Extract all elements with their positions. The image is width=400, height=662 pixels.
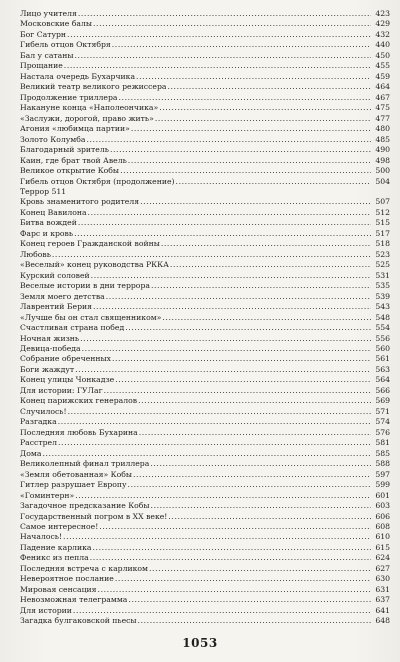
toc-entry-title: «Заслужи, дорогой, право жить» [20,113,154,123]
toc-entry [20,417,390,427]
toc-entry-title: Девица-победа [20,344,81,353]
dot-leader [140,197,371,207]
toc-entry-page: 627 [375,563,390,573]
dot-leader [67,30,371,40]
toc-entry-title: Великолепный финал триллера [20,459,150,469]
toc-entry [20,354,390,364]
toc-entry-title: Ночная жизнь [20,333,80,343]
toc-entry-page: 556 [375,333,390,343]
toc-entry-title: Настала очередь Бухарчика [20,71,136,81]
toc-entry-page: 459 [375,71,390,81]
toc-entry-title: Конец улицы Чонкадзе [20,375,115,385]
toc-entry [20,553,390,563]
toc-entry-page: 440 [375,40,390,50]
dot-leader [136,72,371,82]
dot-leader [112,354,371,364]
toc-entry [20,177,390,187]
toc-entry-page: 641 [375,605,390,615]
dot-leader [128,595,371,605]
toc-entry-title: Бог Сатурн [20,29,67,39]
toc-entry [20,72,390,82]
toc-entry [20,323,390,333]
toc-entry [20,135,390,145]
toc-entry-title: Веселые истории в дни террора [20,281,150,291]
toc-entry [20,396,390,406]
toc-entry-title: Для истории: ГУЛаг [20,385,103,395]
dot-leader [86,135,371,145]
toc-entry-page: 648 [375,616,390,626]
dot-leader [155,114,371,124]
toc-entry-title: Счастливая страна побед [20,323,125,333]
toc-entry-page: 599 [375,480,390,490]
toc-entry-title: Агония «любимца партии» [20,124,130,134]
toc-entry-title: Кровь знаменитого родителя [20,197,140,207]
toc-entry-page: 585 [375,448,390,458]
toc-entry-page: 615 [375,542,390,552]
dot-leader [138,616,371,626]
toc-entry [20,595,390,605]
dot-leader [168,512,371,522]
toc-entry [20,313,390,323]
toc-entry-title: Любовь [20,249,51,259]
toc-entry [20,334,390,344]
toc-entry-title: Конец героев Гражданской войны [20,239,160,249]
toc-entry [20,292,390,302]
dot-leader [128,156,371,166]
toc-entry-page: 603 [375,501,390,511]
toc-entry [20,250,390,260]
toc-entry-title: «Земля обетованная» Кобы [20,469,132,479]
toc-entry-page: 525 [375,260,390,270]
dot-leader [167,82,371,92]
dot-leader [75,51,372,61]
toc-entry-title: Благодарный зритель [20,145,109,155]
toc-entry-page: 517 [375,228,390,238]
toc-entry-title: Боги жаждут [20,364,75,374]
toc-entry [20,281,390,291]
dot-leader [133,470,371,480]
toc-entry [20,19,390,29]
toc-entry [20,114,390,124]
toc-entry [20,302,390,312]
toc-entry-page: 631 [375,584,390,594]
toc-entry [20,375,390,385]
toc-entry-page: 498 [375,155,390,165]
dot-leader [58,438,371,448]
dot-leader [91,271,371,281]
table-of-contents [20,9,390,627]
toc-entry-page: 504 [375,176,390,186]
dot-leader [161,239,371,249]
toc-entry-title: Загадочное предсказание Кобы [20,501,150,511]
toc-entry-title: Продолжение триллера [20,92,118,102]
toc-entry [20,229,390,239]
dot-leader [99,522,371,532]
toc-entry-page: 569 [375,396,390,406]
toc-entry-page: 500 [375,166,390,176]
toc-entry-title: Гибель отцов Октября [20,40,111,50]
toc-entry [20,344,390,354]
toc-entry-page: 512 [375,207,390,217]
toc-entry [20,585,390,595]
toc-entry-title: Земля моего детства [20,291,105,301]
toc-entry [20,532,390,542]
toc-entry [20,271,390,281]
toc-entry-page: 480 [375,124,390,134]
dot-leader [88,208,371,218]
toc-entry-page: 475 [375,103,390,113]
dot-leader [75,491,371,501]
toc-entry-title: Феникс из пепла [20,553,89,563]
dot-leader [78,218,371,228]
toc-entry-title: Загадка булгаковской пьесы [20,616,137,626]
toc-entry-title: Битва вождей [20,218,77,228]
toc-entry-title: Последняя встреча с карликом [20,563,149,573]
toc-entry-page: 581 [375,438,390,448]
dot-leader [176,177,371,187]
toc-entry-page: 610 [375,532,390,542]
toc-entry-page: 490 [375,145,390,155]
toc-entry-title: Расстрел [20,438,57,448]
toc-entry [20,218,390,228]
toc-entry-page: 531 [375,270,390,280]
dot-leader [58,417,371,427]
toc-entry-page: 455 [375,61,390,71]
dot-leader [115,375,371,385]
toc-entry [20,574,390,584]
toc-entry [20,470,390,480]
toc-entry [20,491,390,501]
toc-entry-title: Лицо учителя [20,9,77,18]
toc-entry-page: 637 [375,595,390,605]
toc-entry-title: Государственный погром в XX веке! [20,511,168,521]
toc-entry-page: 561 [375,354,390,364]
toc-entry [20,438,390,448]
toc-entry-title: Московские балы [20,19,93,29]
toc-entry-title: Последняя любовь Бухарина [20,427,138,437]
toc-entry-title: Великий театр великого режиссера [20,82,167,92]
toc-entry-title: Накануне конца «Наполеончика» [20,103,159,113]
toc-entry-page: 554 [375,323,390,333]
toc-entry-page: 539 [375,291,390,301]
toc-entry-page: 608 [375,521,390,531]
toc-entry-page: 518 [375,239,390,249]
toc-entry-page: 601 [375,490,390,500]
dot-leader [131,124,371,134]
toc-entry-page: 548 [375,312,390,322]
dot-leader [64,61,371,71]
page-number: 1053 [182,636,218,650]
toc-entry [20,365,390,375]
toc-entry [20,9,390,19]
dot-leader [93,543,371,553]
toc-entry-page: 429 [375,19,390,29]
dot-leader [42,449,371,459]
dot-leader [149,564,371,574]
dot-leader [110,145,371,155]
toc-entry-page: 423 [375,9,390,18]
dot-leader [125,323,371,333]
toc-entry-page: 630 [375,574,390,584]
dot-leader [93,302,371,312]
toc-entry-title: Для истории [20,605,72,615]
toc-entry [20,156,390,166]
dot-leader [106,292,371,302]
toc-entry-title: Великое открытие Кобы [20,166,120,176]
toc-entry-page: 576 [375,427,390,437]
dot-leader [80,334,371,344]
toc-entry [20,459,390,469]
toc-entry [20,51,390,61]
toc-entry [20,124,390,134]
toc-entry-title: Курский соловей [20,270,90,280]
dot-leader [90,553,371,563]
toc-entry-title: Лаврентий Берия [20,302,92,312]
toc-entry-title: Прощание [20,61,63,71]
dot-leader [74,229,371,239]
toc-entry [20,512,390,522]
toc-entry-page: 560 [375,344,390,353]
toc-entry [20,449,390,459]
toc-entry-title: Невероятное послание [20,574,114,584]
toc-entry-title: Собрание обреченных [20,354,111,364]
dot-leader [115,574,371,584]
toc-entry [20,93,390,103]
toc-entry [20,407,390,417]
toc-entry [20,260,390,270]
toc-entry-title: Гибель отцов Октября (продолжение) [20,176,175,186]
toc-entry-page: 507 [375,197,390,207]
toc-entry-page: 597 [375,469,390,479]
dot-leader [139,428,371,438]
dot-leader [118,93,371,103]
toc-entry-title: Мировая сенсация [20,584,97,594]
toc-entry [20,30,390,40]
dot-leader [120,166,371,176]
toc-entry [20,61,390,71]
toc-entry [20,501,390,511]
toc-entry-title: Конец Вавилона [20,207,87,217]
toc-entry-title: Конец парижских генералов [20,396,138,406]
toc-entry-title: Падение карлика [20,542,92,552]
toc-entry-page: 564 [375,375,390,385]
dot-leader [78,9,371,19]
toc-entry-page: 563 [375,364,390,374]
toc-entry [20,208,390,218]
dot-leader [93,19,371,29]
toc-entry-page: 467 [375,92,390,102]
toc-entry [20,82,390,92]
dot-leader [150,459,371,469]
toc-entry-page: 523 [375,249,390,259]
toc-entry [20,166,390,176]
dot-leader [112,40,371,50]
toc-entry-page: 450 [375,50,390,60]
toc-entry-page: 432 [375,29,390,39]
toc-entry-page: 485 [375,134,390,144]
dot-leader [73,606,371,616]
toc-entry-page: 515 [375,218,390,228]
toc-entry [20,564,390,574]
toc-entry-page: 543 [375,302,390,312]
toc-entry [20,480,390,490]
toc-entry-title: Случилось! [20,406,67,416]
toc-entry-title: «Лучше бы он стал священником» [20,312,162,322]
toc-entry-page: 624 [375,553,390,563]
dot-leader [151,281,371,291]
toc-entry [20,103,390,113]
toc-entry [20,187,390,197]
toc-entry [20,145,390,155]
toc-entry-page: 574 [375,417,390,427]
dot-leader [75,365,371,375]
toc-entry [20,428,390,438]
dot-leader [104,386,371,396]
toc-entry-title: Самое интересное! [20,521,99,531]
toc-entry-title: Террор 511 [20,186,67,196]
toc-entry-title: Разгадка [20,417,57,427]
toc-entry-title: Дома [20,448,42,458]
dot-leader [68,407,371,417]
toc-entry-title: Невозможная телеграмма [20,595,128,605]
toc-entry-title: «Веселый» конец руководства РККА [20,260,169,270]
dot-leader [162,313,371,323]
toc-entry [20,606,390,616]
toc-entry-title: «Гоминтерн» [20,490,75,500]
toc-entry-page: 588 [375,459,390,469]
toc-entry-title: Каин, где брат твой Авель [20,155,127,165]
toc-entry [20,543,390,553]
dot-leader [128,480,371,490]
toc-entry-page: 477 [375,113,390,123]
toc-entry [20,239,390,249]
dot-leader [170,260,371,270]
toc-entry-title: Гитлер разрушает Европу [20,480,127,490]
dot-leader [151,501,371,511]
toc-entry-title: Фарс и кровь [20,228,74,238]
toc-entry-page: 571 [375,406,390,416]
dot-leader [52,250,371,260]
toc-entry [20,40,390,50]
toc-entry-page: 566 [375,385,390,395]
toc-entry-title: Золото Колумба [20,134,86,144]
toc-entry [20,197,390,207]
dot-leader [98,585,371,595]
toc-entry-title: Бал у сатаны [20,50,74,60]
toc-entry [20,522,390,532]
toc-entry-page: 464 [375,82,390,92]
toc-entry-page: 606 [375,511,390,521]
dot-leader [82,344,371,354]
toc-entry [20,386,390,396]
dot-leader [159,103,371,113]
toc-entry-title: Началось! [20,532,63,542]
dot-leader [138,396,371,406]
toc-entry-page: 535 [375,281,390,291]
toc-entry [20,616,390,626]
dot-leader [63,532,371,542]
